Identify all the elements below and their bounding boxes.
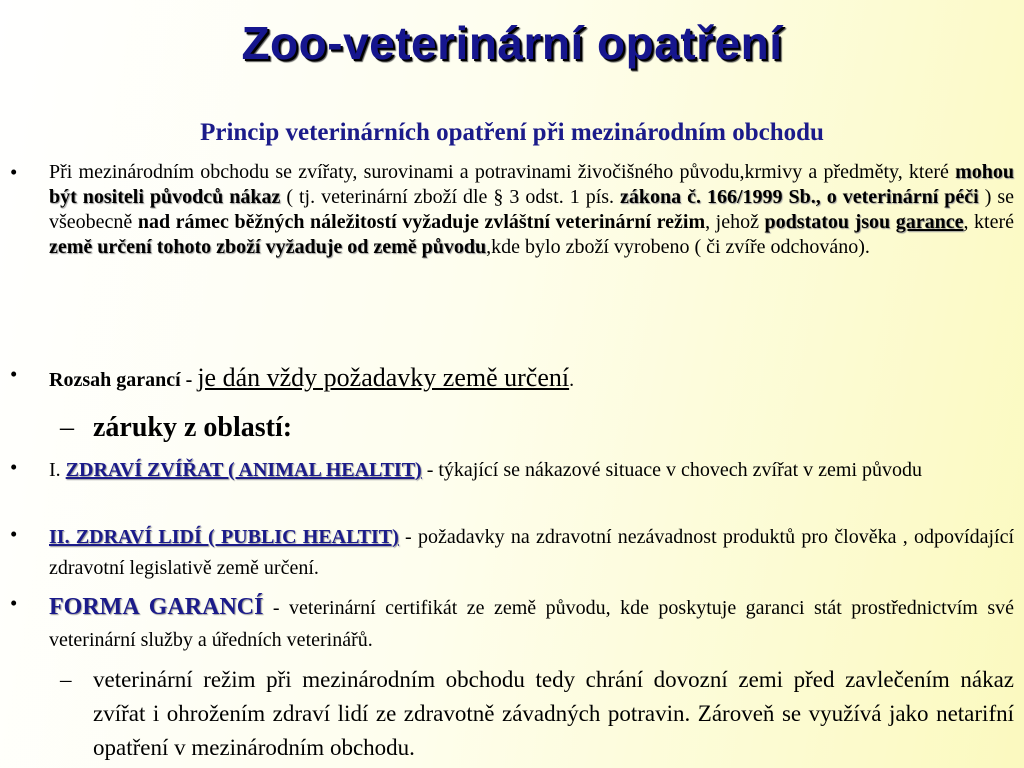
highlight-special-regime: nad rámec běžných náležitostí vyžaduje zvláštní veterinární režim	[137, 211, 706, 233]
highlight-guarantee: garance	[895, 211, 964, 233]
subitem-veterinary-regime-text: veterinární režim při mezinárodním obchodu tedy chrání dovozní zemi před zavlečením nákaz zvířat i ohrožením zdraví lidí ze zdravotně závadných potravin. Zároveň se využívá jako netarifní opatření v mezinárodním obchodu.	[93, 667, 1014, 760]
bullet-public-health-text: II. ZDRAVÍ LIDÍ ( PUBLIC HEALTIT) - požadavky na zdravotní nezávadnost produktů pro člověka , odpovídající zdravotní legislativě země určení.	[49, 526, 1014, 579]
bullet-marker: •	[10, 591, 18, 615]
guarantee-form-heading: FORMA GARANCÍ	[49, 594, 264, 620]
highlight-destination-country: země určení tohoto zboží vyžaduje od země původu	[49, 236, 487, 258]
bullet-guarantee-form-text: FORMA GARANCÍ - veterinární certifikát ze země původu, kde poskytuje garanci stát prostřednictvím své veterinární služby a úředních veterinářů.	[49, 594, 1014, 651]
animal-health-heading: ZDRAVÍ ZVÍŘAT ( ANIMAL HEALTIT)	[65, 459, 422, 481]
bullet-animal-health-text: I. ZDRAVÍ ZVÍŘAT ( ANIMAL HEALTIT) - týkající se nákazové situace v chovech zvířat v zemi původu	[49, 459, 923, 481]
public-health-heading: II. ZDRAVÍ LIDÍ ( PUBLIC HEALTIT)	[49, 526, 399, 548]
dash-marker: –	[60, 412, 74, 443]
bullet-marker: •	[10, 160, 18, 184]
slide-subtitle: Princip veterinárních opatření při mezinárodním obchodu	[200, 119, 824, 146]
bullet-marker: •	[10, 362, 18, 386]
bullet-scope-text: Rozsah garancí - je dán vždy požadavky země určení.	[49, 363, 575, 392]
highlight-essence: podstatou jsou	[764, 211, 896, 233]
bullet-marker: •	[10, 455, 18, 479]
slide-title: Zoo-veterinární opatření	[241, 17, 783, 69]
highlight-law-reference: zákona č. 166/1999 Sb., o veterinární péči	[620, 186, 979, 208]
scope-highlight: je dán vždy požadavky země určení	[197, 363, 570, 392]
highlight-pathogen-carriers: mohou být nositeli původců nákaz	[49, 161, 1014, 208]
dash-marker: –	[60, 667, 72, 692]
bullet-principle-text: Při mezinárodním obchodu se zvířaty, surovinami a potravinami živočišného původu,krmivy a předměty, které mohou být nositeli původců nákaz ( tj. veterinární zboží dle § 3 odst. 1 pís. zákona č. 166/1999 Sb., o veterinární péči ) se všeobecně nad rámec běžných náležitostí vyžaduje zvláštní veterinární režim, jehož podstatou jsou garance, které země určení tohoto zboží vyžaduje od země původu,kde bylo zboží vyrobeno ( či zvíře odchováno).	[49, 161, 1015, 258]
subitem-guarantees-text: záruky z oblastí:	[93, 412, 293, 443]
bullet-marker: •	[10, 522, 18, 546]
